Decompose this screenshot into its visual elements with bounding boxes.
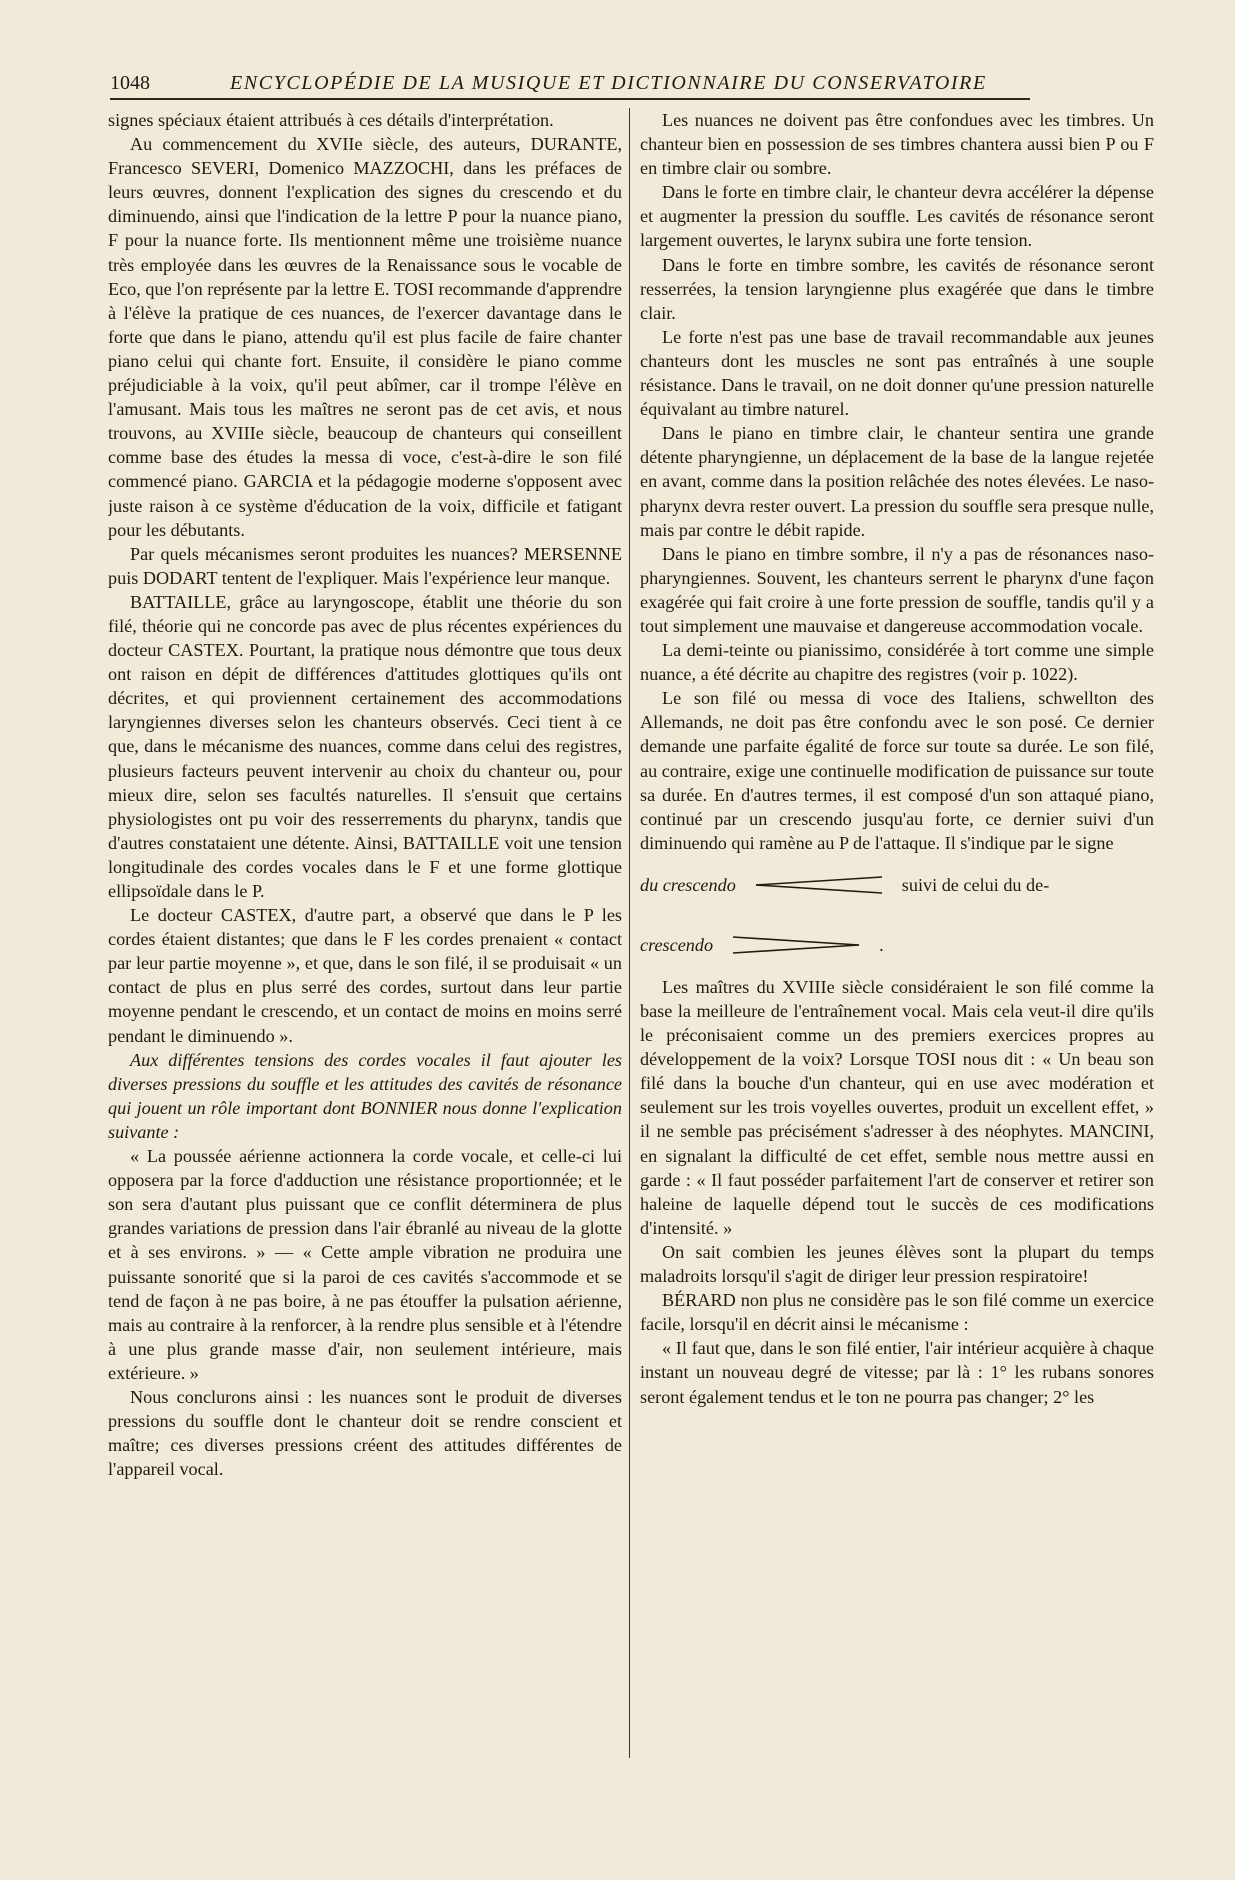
paragraph: Dans le piano en timbre clair, le chanteur sentira une grande détente pharyngienne, un déplacement de la base de la langue rejetée en avant, comme dans la position relâchée des notes élevées. Le naso-pharynx devra rester ouvert. La pression du souffle sera presque nulle, mais par contre le débit rapide. [640,423,1154,540]
paragraph: Par quels mécanismes seront produites les nuances? MERSENNE puis DODART tentent de l'expliquer. Mais l'expérience leur manque. [108,543,622,588]
crescendo-hairpin-icon [754,875,884,895]
decrescendo-label: crescendo [640,934,714,955]
paragraph: Les nuances ne doivent pas être confondues avec les timbres. Un chanteur bien en possession de ses timbres chantera aussi bien P ou F en timbre clair ou sombre. [640,110,1154,179]
decrescendo-hairpin-icon [731,935,861,955]
running-title: ENCYCLOPÉDIE DE LA MUSIQUE ET DICTIONNAIRE DU CONSERVATOIRE [230,72,987,94]
paragraph: Le forte n'est pas une base de travail recommandable aux jeunes chanteurs dont les muscles ne sont pas entraînés à une souple résistance. Dans le travail, on ne doit donner qu'une pression naturelle équivalant au timbre naturel. [640,326,1154,420]
paragraph: Le docteur CASTEX, d'autre part, a observé que dans le P les cordes étaient distantes; que dans le F les cordes prenaient « contact par leur partie moyenne », et que, dans le son filé, il se produisait « un contact de plus en plus serré des cordes, surtout dans leur partie moyenne pendant le crescendo, et un contact de moins en moins serré pendant le diminuendo ». [108,905,622,1046]
column-divider [629,108,630,1758]
paragraph: Le son filé ou messa di voce des Italiens, schwellton des Allemands, ne doit pas être confondu avec le son posé. Ce dernier demande une parfaite égalité de force sur toute sa durée. Le son filé, au contraire, exige une continuelle modification de puissance sur toute sa durée. En d'autres termes, il est composé d'un son attaqué piano, continué par un crescendo jusqu'au forte, ce dernier suivi d'un diminuendo qui ramène au P de l'attaque. Il s'indique par le signe [640,688,1154,853]
paragraph: Aux différentes tensions des cordes vocales il faut ajouter les diverses pressions du souffle et les attitudes des cavités de résonance qui jouent un rôle important dont BONNIER nous donne l'explication suivante : [108,1049,622,1142]
paragraph: Nous conclurons ainsi : les nuances sont le produit de diverses pressions du souffle dont le chanteur doit se rendre conscient et maître; ces diverses pressions créent des attitudes différentes de l'appareil vocal. [108,1386,622,1480]
crescendo-sign-line [640,855,1154,915]
quotation-paragraph: « Il faut que, dans le son filé entier, l'air intérieur acquière à chaque instant un nouveau degré de vitesse; par là : 1° les rubans sonores seront également tendus et le ton ne pourra pas changer; 2° les [640,1338,1154,1407]
quotation-paragraph: « La poussée aérienne actionnera la corde vocale, et celle-ci lui opposera par la force d'adduction une résistance proportionnée; et le son sera d'autant plus puissant que ce conflit déterminera de plus grandes variations de pression dans l'air ébranlé au niveau de la glotte et à ses environs. » — « Cette ample vibration ne produira une puissante sonorité que si la paroi de ces cavités s'accommode et se tend de façon à ne pas boire, à ne pas étouffer la pulsation aérienne, mais au contraire à la renforcer, à la rendre plus sensible et à l'étendre à une plus grande masse d'air, non seulement intérieure, mais extérieure. » [108,1146,622,1383]
page-header [110,72,1030,96]
decrescendo-end: . [879,934,884,955]
header-rule [110,98,1030,100]
paragraph: BATTAILLE, grâce au laryngoscope, établit une théorie du son filé, théorie qui ne concorde pas avec de plus récentes expériences du docteur CASTEX. Pourtant, la pratique nous démontre que tous deux ont raison en dépit de différences d'attitudes glottiques qu'ils ont décrites, et qui proviennent certainement des accommodations laryngiennes diverses selon les chanteurs observés. Ceci tient à ce que, dans le mécanisme des nuances, comme dans celui des registres, plusieurs facteurs peuvent intervenir au choix du chanteur ou, pour mieux dire, selon ses facultés naturelles. Il s'ensuit que certains physiologistes ont pu voir des resserrements du pharynx, tandis que d'autres constataient une détente. Ainsi, BATTAILLE voit une tension longitudinale des cordes vocales dans le F et une forme glottique ellipsoïdale dans le P. [108,591,622,901]
paragraph: BÉRARD non plus ne considère pas le son filé comme un exercice facile, lorsqu'il en décrit ainsi le mécanisme : [640,1290,1154,1335]
crescendo-label: du crescendo [640,874,736,895]
paragraph: Les maîtres du XVIIIe siècle considéraient le son filé comme la base la meilleure de l'entraînement vocal. Mais cela veut-il dire qu'ils le préconisaient comme un des premiers exercices propres au développement de la voix? Lorsque TOSI nous dit : « Un beau son filé dans la bouche d'un chanteur, qui en use avec modération et seulement sur les trois voyelles ouvertes, produit un excellent effet, » il ne semble pas précisément s'adresser à des néophytes. MANCINI, en signalant la difficulté de cet effet, semble nous mettre aussi en garde : « Il faut posséder parfaitement l'art de conserver et retirer son haleine de laquelle dépend tout le succès de ces modifications d'intensité. » [640,976,1154,1238]
paragraph: On sait combien les jeunes élèves sont la plupart du temps maladroits lorsqu'il s'agit de diriger leur pression respiratoire! [640,1241,1154,1287]
paragraph: Dans le forte en timbre clair, le chanteur devra accélérer la dépense et augmenter la pression du souffle. Les cavités de résonance seront largement ouvertes, le larynx subira une forte tension. [640,182,1154,251]
left-column [108,108,622,1763]
right-column [640,108,1154,1763]
page-number: 1048 [110,72,150,94]
paragraph: Au commencement du XVIIe siècle, des auteurs, DURANTE, Francesco SEVERI, Domenico MAZZOCHI, dans les préfaces de leurs œuvres, donnent l'explication des signes du crescendo et du diminuendo, ainsi que l'indication de la lettre P pour la nuance piano, F pour la nuance forte. Ils mentionnent même une troisième nuance très employée dans les œuvres de la Renaissance sous le vocable de Eco, que l'on représente par la lettre E. TOSI recommande d'apprendre à l'élève la pratique de ces nuances, de l'exercer davantage dans le forte que dans le piano, attendu qu'il est plus facile de faire chanter piano celui qui chante fort. Ensuite, il considère le piano comme préjudiciable à la voix, qu'il peut abîmer, car il trompe l'élève en l'amusant. Mais tous les maîtres ne seront pas de cet avis, et nous trouvons, au XVIIIe siècle, beaucoup de chanteurs qui conseillent comme base des études la messa di voce, c'est-à-dire le son filé commencé piano. GARCIA et la pédagogie moderne s'opposent avec juste raison à ce système d'éducation de la voix, difficile et fatigant pour les débutants. [108,134,622,540]
decrescendo-sign-line [640,915,1154,975]
paragraph: La demi-teinte ou pianissimo, considérée à tort comme une simple nuance, a été décrite au chapitre des registres (voir p. 1022). [640,640,1154,685]
paragraph: Dans le forte en timbre sombre, les cavités de résonance seront resserrées, la tension laryngienne plus exagérée que dans le timbre clair. [640,254,1154,323]
paragraph: signes spéciaux étaient attribués à ces détails d'interprétation. [108,110,554,130]
crescendo-continuation: suivi de celui du de- [901,874,1050,895]
paragraph: Dans le piano en timbre sombre, il n'y a pas de résonances naso-pharyngiennes. Souvent, les chanteurs serrent le pharynx d'une façon exagérée qui fait croire à une forte pression de souffle, tandis qu'il y a tout simplement une mauvaise et dangereuse accommodation vocale. [640,543,1154,636]
